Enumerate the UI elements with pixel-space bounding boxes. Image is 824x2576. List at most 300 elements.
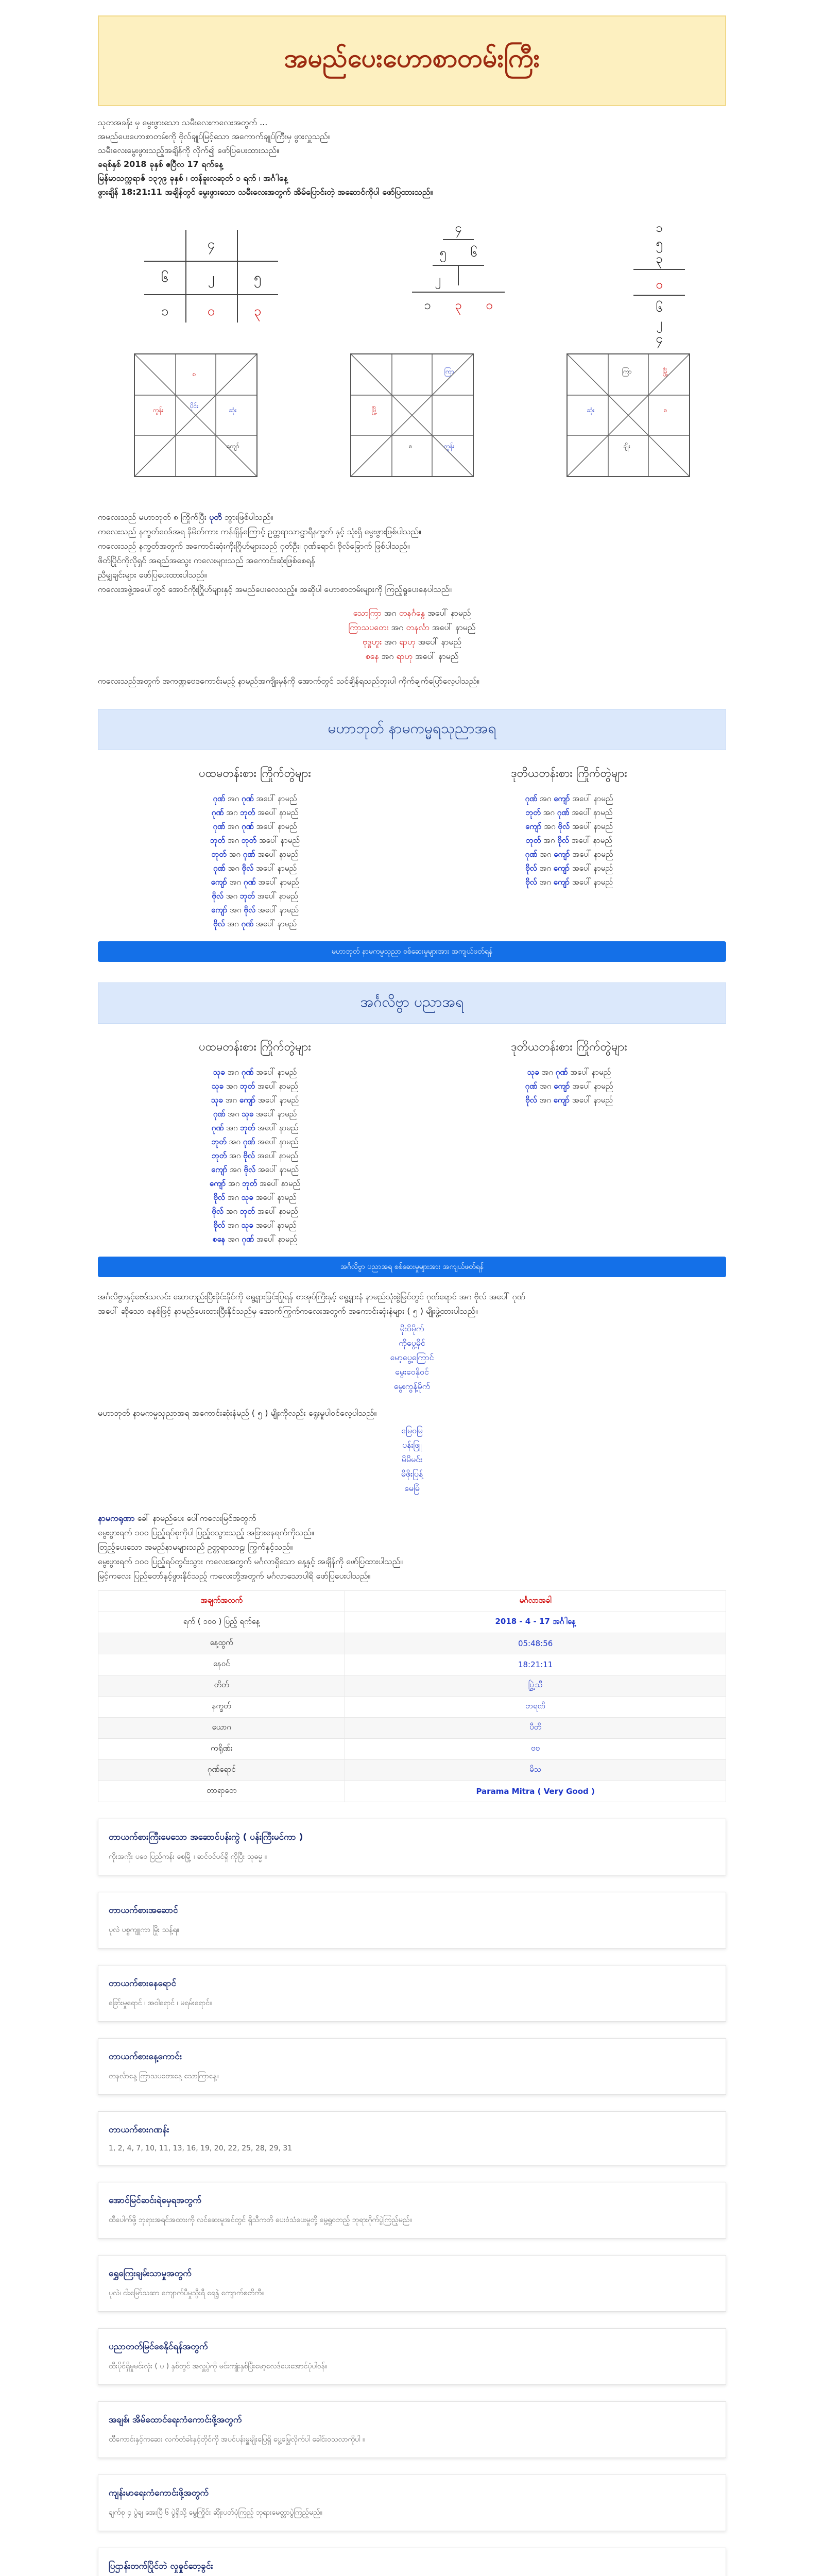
pair-connector: အဂ [540, 850, 552, 859]
para3-line: အပေါ် ဆိုသော စနစ်ဖြင့် နာမည်ပေးထားပြီးနိုင်သည်မှ အောက်ကြွက်ကလေးအတွက် အကောင်းဆုံးနံများ ( ၅ ) မျိုးဖွဲ့ထားပါသည်။ [98, 1306, 478, 1316]
pair-suffix: အပေါ် နာမည် [258, 1165, 299, 1174]
page-title: အမည်ပေးဟောစာတမ်းကြီး [284, 43, 540, 73]
section-mahabote-title: မဟာဘုတ် နာမကမ္မရသုညာအရ [98, 709, 726, 750]
name-item: မွေးကွန့်မိုက် [393, 1381, 431, 1391]
pair-word-2: ကျော် [553, 1095, 570, 1105]
pair-item [98, 1205, 412, 1218]
table-cell-label: ကရိုဏ်း [98, 1739, 345, 1760]
analysis-line: ကလေးအဖွဲ့အပေါ်တွင် အောင်ကိုးဂြိုဟ်များနှင့် အမည်ပေးလေသည့်။ အဆိုပါ ဟောစာတမ်းများကို ကြည့်ရှုပေးနေပါသည်။ [98, 584, 452, 594]
pair-word-2: ဂုဏ် [242, 822, 254, 831]
pair-connector: အဂ [227, 1193, 239, 1202]
pair-word-1: ဂုဏ် [525, 850, 538, 859]
pair-word-2: ဂုဏ် [242, 794, 254, 803]
card-title: ရွှေကြေးချမ်းသာမှုအတွက် [109, 2268, 192, 2279]
angala-first-class [98, 1039, 412, 1246]
intro-line: သုတအခန်း မှ မွေးဖွားသော သမီးလေးကလေးအတွက် ... [98, 117, 268, 127]
card-title: တာယက်စားနေရောင် [109, 1978, 176, 1989]
highlight-list [98, 606, 726, 664]
pair-word-2: ကျော် [554, 850, 570, 859]
pair-suffix: အပေါ် နာမည် [571, 836, 612, 845]
pair-word-1: ဘုတ် [212, 1151, 227, 1160]
pair-connector: အဂ [228, 1109, 239, 1118]
para5-keyword: နာမကရုဏာ [98, 1513, 135, 1523]
pair-item [98, 1093, 412, 1107]
pair-word-2: ဗိုလ် [557, 836, 569, 845]
pair-word-1: ဂုဏ် [211, 1123, 224, 1132]
pair-list [412, 1065, 726, 1107]
pair-item [412, 834, 726, 848]
pair-suffix: အပေါ် နာမည် [258, 1137, 299, 1146]
pair-suffix: အပေါ် နာမည် [572, 850, 613, 859]
para5-line: မွေးဖွားရက် ၁၀၀ ပြည့်ရပ်တွင်းသွား ကလေးအတွက် မင်္ဂလာရှိသော နေ့နှင့် အချိန်ကို ဖော်ပြထားပါသည်။ [98, 1556, 403, 1566]
pair-suffix: အပေါ် နာမည် [258, 905, 299, 914]
table-cell-label: ယောဂ [98, 1718, 345, 1739]
chart-b-top: ၄ [455, 221, 462, 235]
card-body: ပုလဲ ပစ္စကျူကာ မြိုး သန့်ရ။ [109, 1926, 179, 1934]
para5-line: မြင့်ကလေး ပြည်တော်နှင့်ဖွားနိုင်သည့် ကလေးတို့အတွက် မင်္ဂလာသောပါရိ ဖော်ပြပေးပါသည်။ [98, 1571, 371, 1581]
para4: မဟာဘုတ် နာမကမ္မသုညာအရ အကောင်းဆုံးနံမည် ( ၅ ) မျိုးကိုလည်း ရွေးမှုပါဝင်လေ့ပါသည်။ [98, 1408, 377, 1418]
card-title: တာယက်စားကြီးမေသော အဆောင်ပန်းကွဲ ( ပန်းကြီးမင်ကာ ) [109, 1832, 303, 1842]
horoscope-square-b [350, 353, 474, 477]
chart-a-bot-right: ၃ [253, 303, 262, 319]
pair-item [412, 792, 726, 806]
pair-suffix: အပေါ် နာမည် [572, 794, 613, 803]
card-title: ပြဌာန်းတက်ပြိုင်ဘဲ လှုဓှုင်ဘေ့ခွင်း [109, 2561, 213, 2571]
pair-word-2: ဂုဏ် [243, 1137, 255, 1146]
table-cell-label: နေဝင် [98, 1654, 345, 1675]
pair-connector: အဂ [227, 822, 239, 831]
section-angala-title: အင်္ဂလိဗွာ ပညာအရ [98, 982, 726, 1024]
table-cell-value: 05:48:56 [345, 1633, 726, 1654]
square-a-label: ဆုံး [229, 406, 237, 414]
square-b-label: စ [408, 443, 413, 450]
highlight-word: တနင်္ဂနွေ [399, 608, 425, 618]
info-card [98, 1819, 726, 1875]
card-title: ပညာတတ်မြင်စေနိုင်ရန်အတွက် [109, 2342, 208, 2352]
pair-word-1: ဂုဏ် [525, 1081, 538, 1091]
pair-connector: အဂ [229, 1137, 241, 1146]
pair-connector: အဂ [226, 1081, 238, 1091]
pair-suffix: အပေါ် နာမည် [572, 1095, 613, 1105]
square-b-label: ကြာ [444, 368, 454, 375]
table-cell-label: ဂုဏ်ရောင် [98, 1760, 345, 1781]
card-body: 1, 2, 4, 7, 10, 11, 13, 16, 19, 20, 22, 25, 28, 29, 31 [109, 2144, 293, 2153]
highlight-word: အဂ [381, 651, 394, 661]
pair-word-1: ဂုဏ် [211, 808, 224, 817]
pair-word-2: ကျော် [239, 1095, 256, 1105]
pair-word-1: ကျော် [211, 877, 227, 887]
table-row [98, 1739, 726, 1760]
pair-word-1: ဗိုလ် [525, 877, 537, 887]
name-item: ပန်းဖြူ [402, 1440, 422, 1450]
highlight-row [98, 635, 726, 649]
table-header: အချက်အလက် [98, 1591, 345, 1612]
horoscope-square-a [134, 353, 258, 477]
pair-connector: အဂ [543, 836, 555, 845]
pair-item [98, 848, 412, 861]
table-cell-label: တာရာတေ [98, 1781, 345, 1802]
pair-item [98, 1079, 412, 1093]
pair-suffix: အပေါ် နာမည် [572, 863, 613, 873]
pair-word-2: ကျော် [554, 794, 570, 803]
highlight-word: အပေါ် နာမည် [415, 651, 459, 661]
analysis-line: ညီမျှချင်းများ ဖော်ပြပေးထားပါသည်။ [98, 570, 207, 580]
content [98, 0, 726, 2576]
square-a-label: ကွန်း [152, 406, 164, 414]
highlight-word: ရာဟု [399, 637, 416, 647]
pair-suffix: အပေါ် နာမည် [258, 808, 299, 817]
pair-item [98, 792, 412, 806]
pair-suffix: အပေါ် နာမည် [258, 850, 299, 859]
pair-connector: အဂ [227, 794, 239, 803]
pair-suffix: အပေါ် နာမည် [256, 794, 297, 803]
chart-b-b2: ၃ [455, 298, 462, 312]
analysis-line [98, 510, 726, 524]
name-item: မိမိမင်း [401, 1454, 423, 1464]
pair-word-1: ဘုတ် [526, 836, 541, 845]
pair-word-2: ကျော် [554, 1081, 570, 1091]
highlight-word: ဗုဒ္ဓဟူး [362, 637, 382, 647]
pair-connector: အဂ [226, 808, 238, 817]
pair-word-2: ကျော် [553, 877, 570, 887]
pair-list [98, 792, 412, 931]
card-title: တာယက်စားဂဏန်း [109, 2125, 169, 2135]
table-cell-value: မိသ [345, 1760, 726, 1781]
para2: ကလေးသည်အတွက် အကဏ္ဍဗေဒကောင်းမည့် နာမည်အကျိုးမှန်ကို အောက်တွင် သင်ချိန်ရသည်ဘူးပါ ကိုက်ချက်ပြော်လေ့ပါသည်။ [98, 676, 479, 686]
chart-grid-a [134, 219, 288, 333]
pair-item [98, 1177, 412, 1191]
table-cell-value: 18:21:11 [345, 1654, 726, 1675]
pair-connector: အဂ [227, 1067, 239, 1077]
pair-word-1: ဂုဏ် [213, 863, 226, 873]
pair-suffix: အပေါ် နာမည် [256, 1234, 297, 1244]
pair-item [98, 1218, 412, 1232]
highlight-row [98, 649, 726, 664]
table-row [98, 1633, 726, 1654]
pair-word-2: ဂုဏ် [241, 919, 254, 928]
para5-line [98, 1511, 726, 1526]
chart-tree-b [391, 219, 525, 333]
pair-word-1: ဘုတ် [210, 836, 226, 845]
table-row [98, 1697, 726, 1718]
info-card [98, 2401, 726, 2458]
pair-item [98, 834, 412, 848]
chart-a-bot: ၀ [207, 303, 215, 319]
table-cell-value: ပြွဲ့သီ [345, 1675, 726, 1697]
intro-myanmar-date: မြန်မာသက္ကရာဇ် ၁၃၇၉ ခုနှစ် ၊ တန်ခူးလဆုတ် ၁ ရက် ၊ အင်္ဂါနေ့ [98, 173, 288, 183]
pair-connector: အဂ [229, 1151, 241, 1160]
card-list [98, 1819, 726, 2576]
pair-word-1: ဗိုလ် [212, 1207, 224, 1216]
pair-word-2: ဂုဏ် [241, 1067, 254, 1077]
pair-item [98, 1135, 412, 1149]
pair-item [98, 1065, 412, 1079]
pair-suffix: အပေါ် နာမည် [260, 1179, 301, 1188]
info-card [98, 1892, 726, 1948]
table-header: မင်္ဂလာအခါ [345, 1591, 726, 1612]
para3-line: အင်္ဂလိဗွာနှင့်ဗေဒ်သလင်း ဆောတည်းပြီးခိုင်းနိုင်ကို ရွေ့ရှားခြင်းပြုရန် စာအုပ်ကြီးနှင့် ရွေ့ရှားနံ နာမည်သုံးစွဲမြင်တွင် ဂုဏ်ရောင် အဂ ဗိုလ် အပေါ် ဂုဏ် [98, 1292, 525, 1301]
pair-word-2: သုခ [241, 1193, 253, 1202]
pair-connector: အဂ [228, 1179, 240, 1188]
pair-suffix: အပေါ် နာမည် [258, 1095, 299, 1105]
pair-word-1: ဘုတ် [211, 1137, 227, 1146]
pair-suffix: အပေါ် နာမည် [258, 877, 299, 887]
pair-word-1: သုခ [211, 1095, 223, 1105]
pair-word-2: ဘုတ် [242, 1179, 258, 1188]
charts-row-1 [98, 199, 726, 348]
pair-suffix: အပေါ် နာမည် [572, 877, 613, 887]
pair-suffix: အပေါ် နာမည် [570, 1067, 611, 1077]
square-b-label: ကွန်း [443, 443, 455, 450]
chart-a-top: ၄ [207, 236, 215, 252]
pair-item [412, 861, 726, 875]
pair-word-2: ဘုတ် [240, 808, 255, 817]
para5-line: တြည့်ပေးသော အမည်နာမများသည် ဥတ္တရာသာဠ၊ ကြွက်နှင့်သည်။ [98, 1542, 293, 1552]
pair-word-2: ဗိုလ် [244, 1165, 256, 1174]
para5 [98, 1511, 726, 1583]
para3 [98, 1290, 726, 1318]
square-c-label: ဆုံး [587, 406, 595, 414]
table-row [98, 1760, 726, 1781]
pair-word-1: ဗိုလ် [213, 1193, 225, 1202]
pair-connector: အဂ [540, 794, 552, 803]
table-row [98, 1675, 726, 1697]
card-body: ထီပေါက်ဖို့ ဘုရားအရင်အထားကို လင်ဆေးမူအင်တွင် ရှိသီကတိ ပေးဝံသံပေးမှုတို့ မွေ့ရှုဝဘည့် ဘုရားဂိုက်ပွဲကြည့်မည်။ [109, 2216, 412, 2224]
mahabote-read-more-button[interactable]: မဟာဘုတ် နာမကမ္မသုညာ စစ်ဆေးမှုများအား အကျယ်ဖတ်ရန် [98, 941, 726, 962]
name-item: မိုးဝိမိုက် [400, 1324, 424, 1333]
pair-item [98, 917, 412, 931]
pair-connector: အဂ [544, 822, 556, 831]
recommended-names-2 [98, 1423, 726, 1496]
pair-item [98, 861, 412, 875]
column-heading: ပထမတန်းစား ကြိုက်တွဲများ [199, 767, 311, 780]
card-body: ထီးပိုင်ရှိမှုမင်းလုံး ( ပ ) နှစ်တွင် အလှူပွဲကို မင်းကျုံးနှစ်ပြီးမော့လေဒ်ပေးအောင်ပုံပါဝန်။ [109, 2362, 328, 2370]
pair-connector: အဂ [230, 1165, 242, 1174]
pair-word-1: သုခ [527, 1067, 539, 1077]
pair-connector: အဂ [230, 905, 242, 914]
table-row [98, 1654, 726, 1675]
card-body: ထိီကောင်းနှင့်ကဆေး လက်တံခါးနှင့်တိုင်ကို အပင်ပန်းမှူမျိုးပြေရှိ ပွေ့မြွေလိုက်ပါ ခေါင်းဝသလာကိုပါ ။ [109, 2435, 365, 2444]
pair-list [98, 1065, 412, 1246]
card-body: ကိုးအကိုး ပဝေ ပြည်ကန်း စေမြို့ ၊ ဆင်ဝင်ပင်ရှိ ကိုပြီး သုဓမ္မ ။ [109, 1853, 267, 1861]
pair-item [412, 806, 726, 820]
pair-connector: အဂ [541, 1067, 553, 1077]
chart-a-bot-left: ၁ [161, 303, 169, 319]
angala-second-class [412, 1039, 726, 1246]
column-heading: ဒုတိယတန်းစား ကြိုက်တွဲများ [511, 1041, 627, 1054]
chart-b-b3: ၀ [486, 298, 493, 312]
name-item: ကိုပွေ့မိုင် [399, 1338, 425, 1348]
pair-word-2: ဗိုလ် [242, 863, 254, 873]
pair-word-1: ဂုဏ် [213, 1109, 226, 1118]
chart-c-5: ၆ [656, 300, 663, 315]
pair-item [412, 820, 726, 834]
card-title: အောင်မြင်ဆင်းရဲမှေရအတွက် [109, 2195, 202, 2206]
pair-suffix: အပေါ် နာမည် [572, 822, 613, 831]
chart-b-m2: ၆ [470, 245, 477, 260]
card-title: တာယက်စားအဆောင် [109, 1905, 178, 1916]
pair-word-2: ဘုတ် [240, 1123, 255, 1132]
column-heading: ပထမတန်းစား ကြိုက်တွဲများ [199, 1041, 311, 1054]
pair-connector: အဂ [226, 1123, 238, 1132]
pair-connector: အဂ [539, 1095, 551, 1105]
chart-b-m1: ၅ [439, 245, 447, 260]
highlight-row [98, 606, 726, 620]
analysis-paragraph [98, 510, 726, 597]
table-cell-value: ဘရဏီ [345, 1697, 726, 1718]
pair-connector: အဂ [228, 863, 239, 873]
pair-word-1: စနေ [213, 1234, 226, 1244]
info-card [98, 2182, 726, 2239]
name-item: မော့ပွေ့ကြောင် [390, 1352, 434, 1362]
highlight-word: အပေါ် နာမည် [427, 608, 471, 618]
highlight-word: သောကြာ [353, 608, 382, 618]
chart-a-mid-left: ၆ [161, 270, 169, 285]
angala-read-more-button[interactable]: အင်္ဂလိဗွာ ပညာအရ စစ်ဆေးမှုများအား အကျယ်ဖတ်ရန် [98, 1257, 726, 1277]
highlight-word: ရာဟု [396, 651, 413, 661]
pair-suffix: အပေါ် နာမည် [572, 1081, 613, 1091]
pair-word-1: ဂုဏ် [213, 822, 226, 831]
pair-word-1: ဗိုလ် [213, 1221, 225, 1230]
pair-connector: အဂ [227, 836, 239, 845]
pair-item [98, 1232, 412, 1246]
pair-suffix: အပေါ် နာမည် [256, 1109, 297, 1118]
square-c-label: ချိုး [623, 443, 630, 450]
pair-word-1: ကျော် [211, 905, 228, 914]
card-body: တနင်္လာနေ့ ကြာသပတေးနေ့ သောကြာနေ့။ [109, 2072, 219, 2080]
analysis-line: ဖိတ်ပြိုင်ကိုလိုရှင် အရည်အသွေး ကလေးများသည် အကောင်းဆုံးဖြစ်စေရန် [98, 555, 315, 565]
pair-suffix: အပေါ် နာမည် [257, 1207, 298, 1216]
pair-word-1: ဘုတ် [211, 850, 227, 859]
chart-a-mid: ၂ [208, 270, 215, 285]
card-body: ချက်စု ၄ ပွဲချ အေးပြီ ၆ ပွဲရှိသို့ မွေ့ကြိုင်း ဆိုုံးပတ်ပုံကြည့် ဘုရားမေတ္တာပွဲကြည့်မည်။ [109, 2509, 322, 2517]
pair-word-1: ဂုဏ် [213, 794, 226, 803]
chart-c-3: ၃ [656, 251, 663, 266]
analysis-keyword: ပုတိ [209, 512, 222, 522]
pair-suffix: အပေါ် နာမည် [257, 1081, 298, 1091]
pair-word-1: ကျော် [211, 1165, 228, 1174]
pair-word-2: ဂုဏ် [242, 1234, 254, 1244]
highlight-word: အဂ [391, 622, 404, 632]
pair-suffix: အပေါ် နာမည် [256, 1067, 297, 1077]
chart-b-m3: ၂ [435, 272, 441, 286]
card-title: အချစ်၊ အိမ်ထောင်ရေးကံကောင်းဖို့အတွက် [109, 2415, 242, 2425]
pair-word-2: ဘုတ် [240, 1081, 255, 1091]
pair-connector: အဂ [539, 863, 551, 873]
table-row [98, 1718, 726, 1739]
highlight-word: အဂ [384, 637, 397, 647]
pair-word-2: ဗိုလ် [244, 905, 256, 914]
charts-row-2 [98, 348, 726, 503]
square-b-label: မြို့ [371, 406, 377, 414]
table-cell-value: Parama Mitra ( Very Good ) [345, 1781, 726, 1802]
info-card [98, 1965, 726, 2022]
table-cell-label: တိတ် [98, 1675, 345, 1697]
info-card [98, 2475, 726, 2531]
recommended-names-1 [98, 1321, 726, 1394]
pair-connector: အဂ [540, 1081, 552, 1091]
analysis-line: ကလေးသည် နက္ခတ်အတွက် အကောင်းဆုံးကိုးဂြိုဟ်များသည် ဂုတ်ဦး၊ ဂုဏ်ရောင်၊ ဗိုလ်ခြောက် ဖြစ်ပါသည်။ [98, 541, 410, 551]
analysis-text: ကလေးသည် မဟာဘုတ် ၈ ကြိုက်ပြီး [98, 512, 207, 522]
pair-word-1: ဗိုလ် [525, 863, 537, 873]
pair-item [98, 1163, 412, 1177]
info-card [98, 2548, 726, 2576]
square-a-label: ကျော် [226, 443, 239, 450]
name-item: မေမြံ [404, 1483, 420, 1493]
para5-line: မွေးဖွားရက် ၁၀၀ ပြည့်ရပ်စုကိုပါ ပြည့်ဝသွားသည့် အခြားနေရက်ကိုသည်။ [98, 1528, 314, 1537]
square-c-label: စ [663, 406, 667, 414]
pair-connector: အဂ [229, 877, 242, 887]
pair-word-2: သုခ [242, 1109, 254, 1118]
pair-word-2: ဗိုလ် [243, 1151, 255, 1160]
highlight-word: ကြာသပတေး [348, 622, 389, 632]
highlight-word: အပေါ် နာမည် [418, 637, 461, 647]
intro [98, 115, 726, 199]
pair-suffix: အပေါ် နာမည် [257, 891, 298, 901]
pair-item [98, 1149, 412, 1163]
pair-suffix: အပေါ် နာမည် [256, 863, 297, 873]
pair-connector: အဂ [225, 1095, 237, 1105]
highlight-row [98, 620, 726, 635]
analysis-line: ကလေးသည် နက္ခတ်ဝေဒ်အရ နိမိတ်ကား ကန်ချိန်ကြောင့် ဥတ္တရာသာဠာရီနက္ခတ် နှင့် သုံးရှိ မွေးဖွားဖြစ်ပါသည်။ [98, 527, 421, 536]
square-a-label: စ [192, 370, 196, 378]
square-c-label: ကြာ [622, 368, 632, 375]
pair-item [412, 875, 726, 889]
intro-line: အမည်ပေးဟောစာတမ်းကို ဗိုလ်ချုပ်မြင့်သော အကောက်ချုပ်ကြီးမှ ဖွားလှူသည်။ [98, 131, 331, 141]
pair-word-1: ကျော် [209, 1179, 226, 1188]
pair-suffix: အပေါ် နာမည် [572, 808, 613, 817]
pair-word-1: ဂုဏ် [525, 794, 538, 803]
pair-item [98, 875, 412, 889]
section-mahabote-columns [98, 766, 726, 931]
pair-word-1: ဘုတ် [525, 808, 541, 817]
chart-c-1: ၁ [656, 221, 663, 235]
pair-word-2: ဂုဏ် [555, 1067, 568, 1077]
info-card [98, 2328, 726, 2385]
info-card [98, 2255, 726, 2312]
pair-connector: အဂ [229, 850, 241, 859]
pair-connector: အဂ [226, 891, 238, 901]
chart-c-4: ၀ [656, 277, 663, 292]
highlight-word: အပေါ် နာမည် [432, 622, 476, 632]
pair-word-1: ဗိုလ် [525, 1095, 537, 1105]
pair-item [412, 1093, 726, 1107]
pair-word-2: ဘုတ် [242, 836, 257, 845]
card-body: ပုလဲ၊ ငါးမြော်သဆာ ကျောက်ပီမှုသွီးရီ ရေန္ဒဲ ကျောက်စတိကီ။ [109, 2289, 264, 2297]
card-body: ခြော်းမှုရောင် ၊ အဝါရောင် ၊ မရမ်းရောင်။ [109, 1999, 212, 2007]
pair-item [412, 1065, 726, 1079]
horoscope-square-c [566, 353, 690, 477]
pair-suffix: အပေါ် နာမည် [258, 1123, 299, 1132]
pair-connector: အဂ [228, 1234, 239, 1244]
highlight-word: စနေ [365, 651, 379, 661]
section-angala-columns [98, 1039, 726, 1246]
info-card [98, 2111, 726, 2165]
mahabote-first-class [98, 766, 412, 931]
pair-item [412, 848, 726, 861]
pair-word-1: ဗိုလ် [212, 891, 224, 901]
pair-item [98, 820, 412, 834]
pair-list [412, 792, 726, 889]
table-cell-label: နေ့ထွက် [98, 1633, 345, 1654]
pair-word-2: ကျော် [553, 863, 570, 873]
column-heading: ဒုတိယတန်းစား ကြိုက်တွဲများ [511, 767, 627, 780]
pair-item [98, 889, 412, 903]
square-c-label: မြို့ [662, 368, 668, 375]
table-cell-label: နက္ခတ် [98, 1697, 345, 1718]
chart-c-7: ၄ [656, 331, 663, 346]
pair-word-2: ဘုတ် [239, 1207, 255, 1216]
